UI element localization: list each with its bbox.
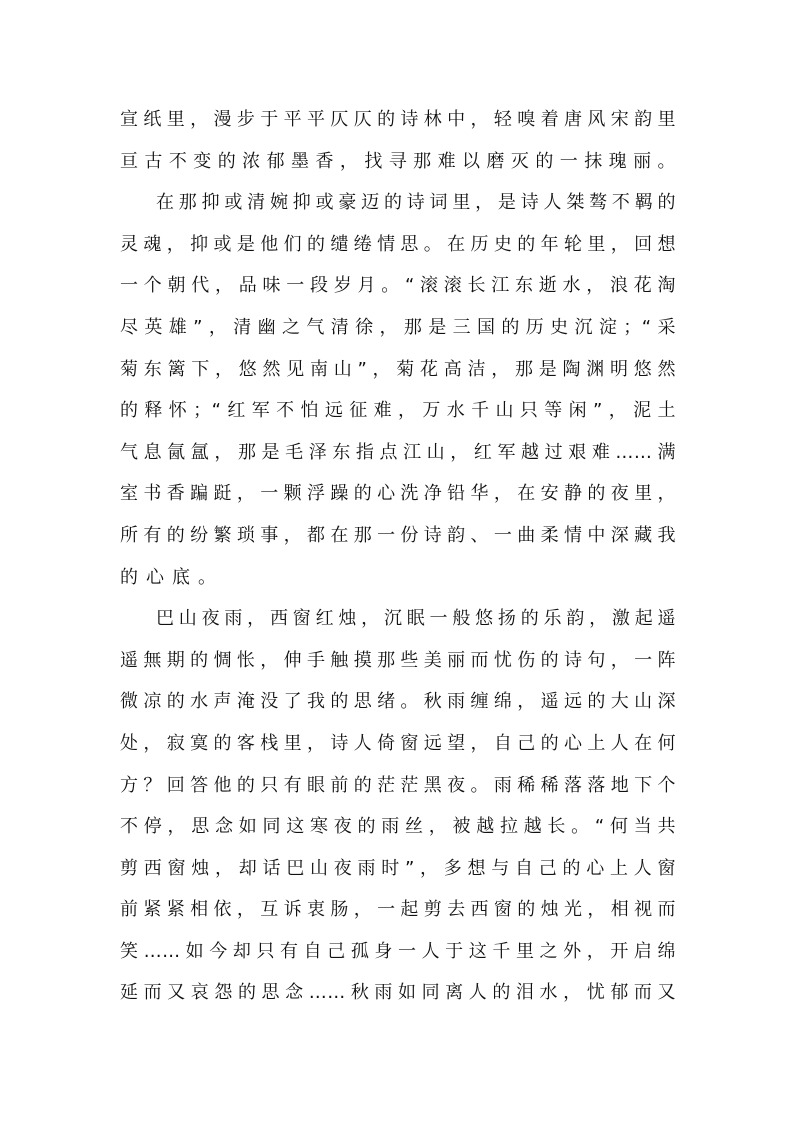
text-line: 灵魂，抑或是他们的缱绻情思。在历史的年轮里，回想 [120,233,676,255]
text-line: 亘古不变的浓郁墨香，找寻那难以磨灭的一抹瑰丽。 [120,150,676,172]
text-line: 在那抑或清婉抑或豪迈的诗词里，是诗人桀骜不羁的 [156,192,676,214]
text-line: 延而又哀怨的思念……秋雨如同离人的泪水，忧郁而又 [120,982,676,1004]
text-line: 所有的纷繁琐事，都在那一份诗韵、一曲柔情中深藏我 [120,524,676,546]
document-page [120,99,676,1014]
text-line: 巴山夜雨，西窗红烛，沉眠一般悠扬的乐韵，激起遥 [156,608,676,630]
text-line: 方？回答他的只有眼前的茫茫黑夜。雨稀稀落落地下个 [120,774,676,796]
text-line: 微凉的水声淹没了我的思绪。秋雨缠绵，遥远的大山深 [120,691,676,713]
text-line: 气息氤氲，那是毛泽东指点江山，红军越过艰难……满 [120,441,676,463]
text-line: 前紧紧相依，互诉衷肠，一起剪去西窗的烛光，相视而 [120,899,676,921]
text-line: 的释怀；“红军不怕远征难，万水千山只等闲”，泥土 [120,400,676,422]
text-line: 遥無期的惆怅，伸手触摸那些美丽而忧伤的诗句，一阵 [120,649,676,671]
text-line: 笑……如今却只有自己孤身一人于这千里之外，开启绵 [120,940,676,962]
text-line: 宣纸里，漫步于平平仄仄的诗林中，轻嗅着唐风宋韵里 [120,109,676,130]
text-line: 尽英雄”，清幽之气清徐，那是三国的历史沉淀；“采 [120,316,676,338]
paragraph-bashan-rain [120,598,676,1014]
text-line: 剪西窗烛，却话巴山夜雨时”，多想与自己的心上人窗 [120,857,676,879]
text-line: 菊东篱下，悠然见南山”，菊花高洁，那是陶渊明悠然 [120,358,676,380]
text-line: 的心底。 [120,566,224,588]
paragraph-poetry-soul [120,182,676,598]
paragraph-intro [120,99,676,182]
text-line: 处，寂寞的客栈里，诗人倚窗远望，自己的心上人在何 [120,732,676,754]
text-line: 不停，思念如同这寒夜的雨丝，被越拉越长。“何当共 [120,816,676,838]
text-line: 室书香蹁跹，一颗浮躁的心洗净铅华，在安静的夜里， [120,483,676,505]
text-line: 一个朝代，品味一段岁月。“滚滚长江东逝水，浪花淘 [120,275,676,297]
